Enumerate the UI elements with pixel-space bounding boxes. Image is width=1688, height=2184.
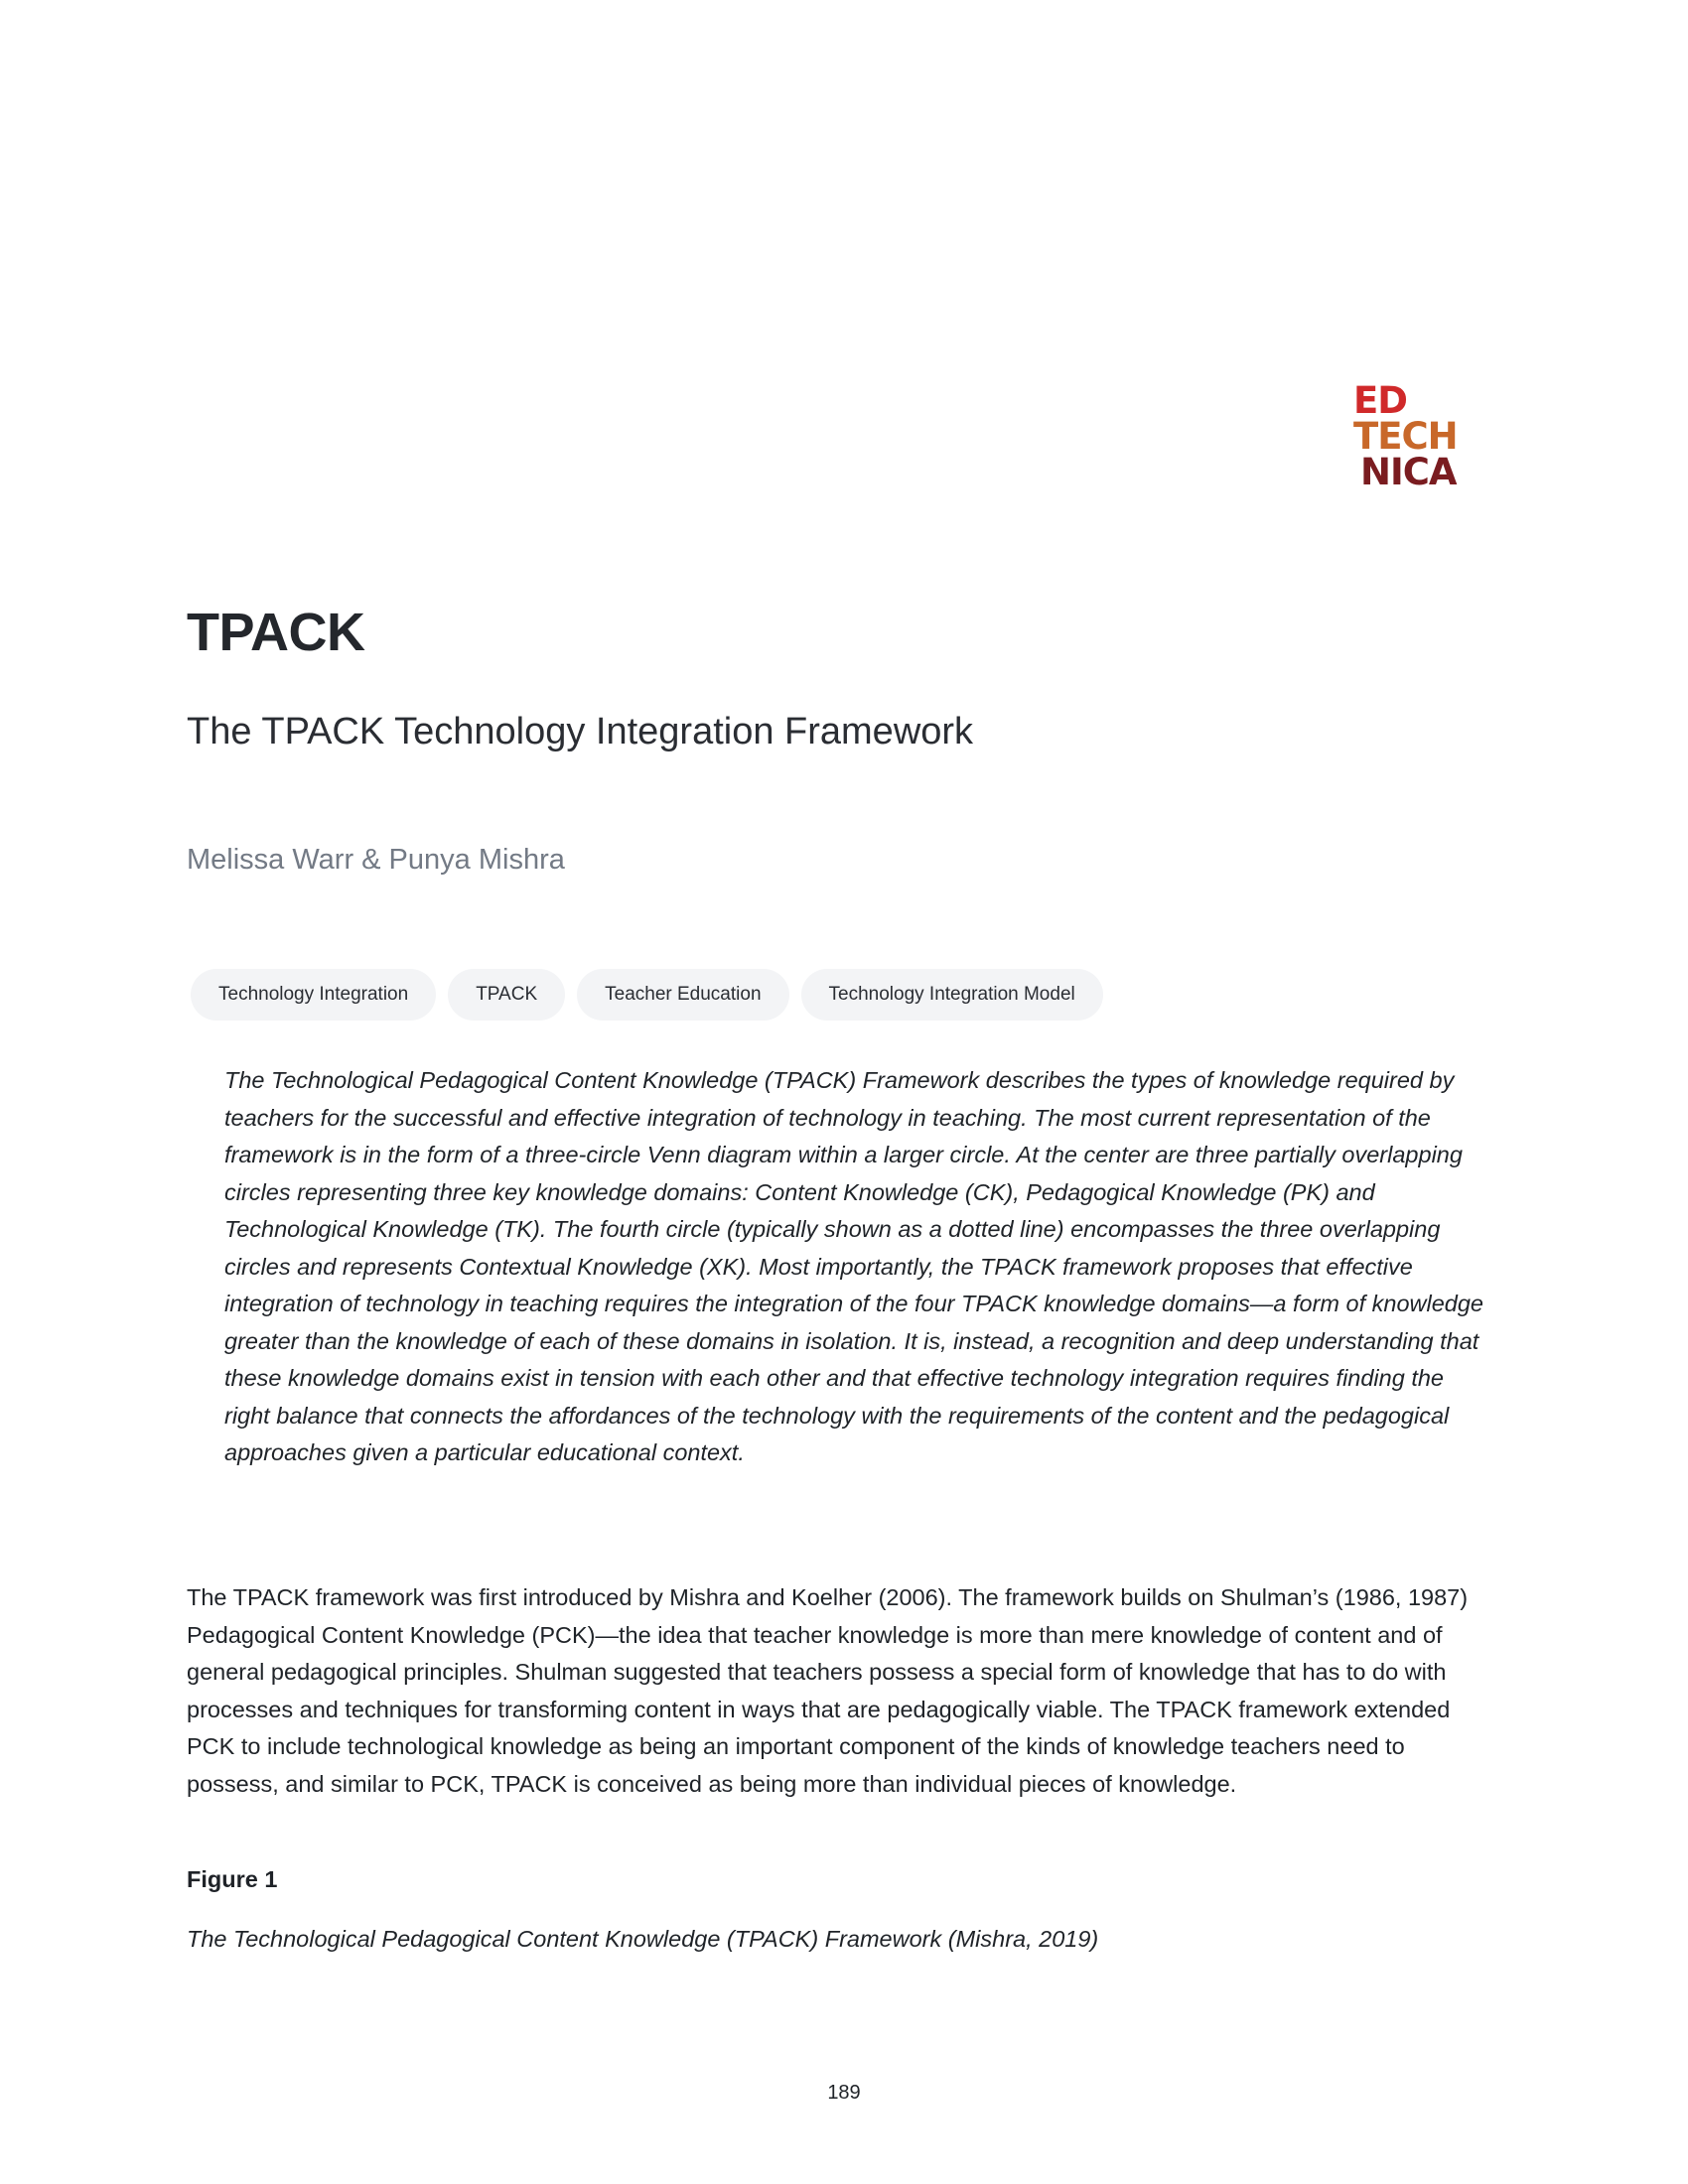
logo-line-ed: ED [1353, 379, 1407, 422]
logo-line-nica: NICA [1360, 451, 1457, 493]
page-title: TPACK [187, 603, 365, 662]
tag-tpack[interactable]: TPACK [448, 969, 565, 1021]
figure-label: Figure 1 [187, 1866, 278, 1892]
edtechnica-logo [1353, 379, 1458, 493]
tag-technology-integration[interactable]: Technology Integration [191, 969, 436, 1021]
body-paragraph: The TPACK framework was first introduced by Mishra and Koelher (2006). The framework builds on Shulman’s (1986, 1987) Pedagogical Content Knowledge (PCK)—the idea that teacher knowledge is more than mere knowledge of content and of general pedagogical principles. Shulman suggested that teachers possess a special form of knowledge that has to do with processes and techniques for transforming content in ways that are pedagogically viable. The TPACK framework extended PCK to include technological knowledge as being an important component of the kinds of knowledge teachers need to possess, and similar to PCK, TPACK is conceived as being more than individual pieces of knowledge. [187, 1584, 1469, 1797]
tag-technology-integration-model[interactable]: Technology Integration Model [801, 969, 1103, 1021]
page-number: 189 [827, 2082, 861, 2104]
tag-teacher-education[interactable]: Teacher Education [577, 969, 788, 1021]
authors: Melissa Warr & Punya Mishra [187, 844, 565, 876]
abstract: The Technological Pedagogical Content Knowledge (TPACK) Framework describes the types of knowledge required by teachers for the successful and effective integration of technology in teaching. The most current representation of the framework is in the form of a three-circle Venn diagram within a larger circle. At the center are three partially overlapping circles representing three key knowledge domains: Content Knowledge (CK), Pedagogical Knowledge (PK) and Technological Knowledge (TK). The fourth circle (typically shown as a dotted line) encompasses the three overlapping circles and represents Contextual Knowledge (XK). Most importantly, the TPACK framework proposes that effective integration of technology in teaching requires the integration of the four TPACK knowledge domains—a form of knowledge greater than the knowledge of each of these domains in isolation. It is, instead, a recognition and deep understanding that these knowledge domains exist in tension with each other and that effective technology integration requires finding the right balance that connects the affordances of the technology with the requirements of the content and the pedagogical approaches given a particular educational context. [224, 1067, 1484, 1465]
tag-list [191, 969, 1103, 1021]
figure-caption: The Technological Pedagogical Content Knowledge (TPACK) Framework (Mishra, 2019) [187, 1926, 1099, 1952]
logo-line-tech: TECH [1353, 415, 1458, 458]
page-subtitle: The TPACK Technology Integration Framework [187, 711, 974, 752]
